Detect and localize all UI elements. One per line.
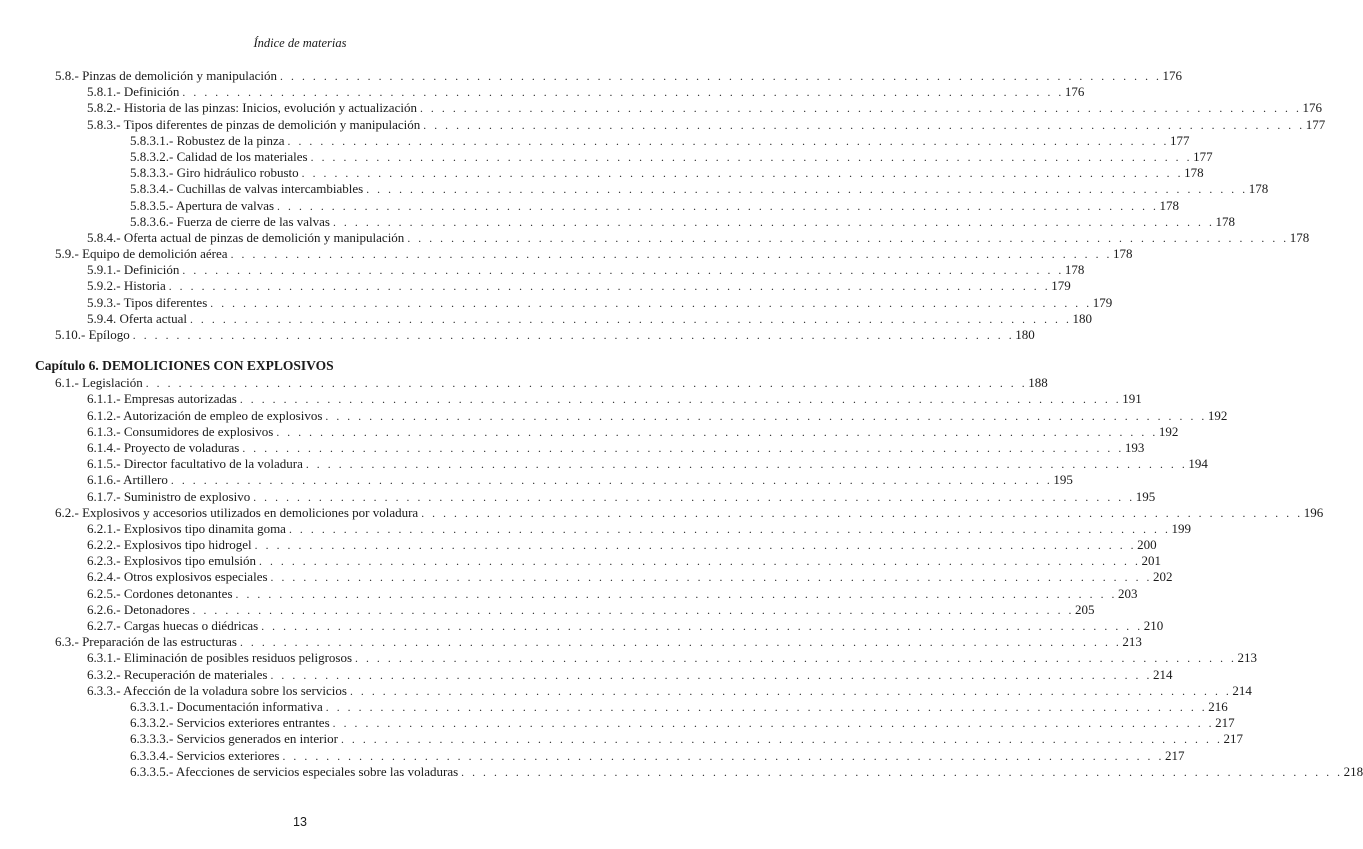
toc-entry-page: 196 [1303, 504, 1324, 520]
toc-entry-page: 176 [1064, 84, 1085, 100]
toc-entry-page: 217 [1164, 747, 1185, 763]
toc-entry-page: 178 [1248, 181, 1269, 197]
toc-entry [0, 407, 1228, 424]
toc-entry [0, 375, 1048, 391]
dot-leader: . . . . . . . . . . . . . . . . . . . . . . . . . . . . . . . . . . . . . . . . . . . . . . . . . . . . . . . . . . . . . . . . . . . . . . . . . . . . . . . . . [310, 151, 1193, 164]
dot-leader: . . . . . . . . . . . . . . . . . . . . . . . . . . . . . . . . . . . . . . . . . . . . . . . . . . . . . . . . . . . . . . . . . . . . . . . . . . . . . . . . . [419, 103, 1302, 116]
toc-entry-page: 192 [1207, 407, 1228, 423]
toc-entry-title: 5.8.3.3.- Giro hidráulico robusto [130, 165, 299, 181]
toc-entry-title: 6.2.1.- Explosivos tipo dinamita goma [87, 520, 286, 536]
toc-entry-title: 6.3.3.5.- Afecciones de servicios especiales sobre las voladuras [130, 763, 459, 779]
toc-entry-page: 195 [1053, 472, 1073, 488]
dot-leader: . . . . . . . . . . . . . . . . . . . . . . . . . . . . . . . . . . . . . . . . . . . . . . . . . . . . . . . . . . . . . . . . . . . . . . . . . . . . . . . . . [210, 297, 1092, 310]
toc-entry-title: 5.9.1.- Definición [87, 262, 180, 278]
toc-entry-page: 179 [1051, 278, 1071, 294]
toc-entry-page: 177 [1170, 132, 1190, 148]
toc-entry-title: 6.1.7.- Suministro de explosivo [87, 488, 251, 504]
toc-entry [0, 310, 1092, 327]
toc-entry [0, 68, 1183, 84]
dot-leader: . . . . . . . . . . . . . . . . . . . . . . . . . . . . . . . . . . . . . . . . . . . . . . . . . . . . . . . . . . . . . . . . . . . . . . . . . . . . . . . . . [254, 540, 1137, 553]
dot-leader: . . . . . . . . . . . . . . . . . . . . . . . . . . . . . . . . . . . . . . . . . . . . . . . . . . . . . . . . . . . . . . . . . . . . . . . . . . . . . . . . . [270, 572, 1153, 585]
toc-entry-page: 205 [1075, 601, 1095, 617]
toc-entry-page: 194 [1188, 456, 1208, 472]
dot-leader: . . . . . . . . . . . . . . . . . . . . . . . . . . . . . . . . . . . . . . . . . . . . . . . . . . . . . . . . . . . . . . . . . . . . . . . . . . . . . . . . . [259, 556, 1141, 569]
toc-entry [0, 84, 1085, 100]
dot-leader: . . . . . . . . . . . . . . . . . . . . . . . . . . . . . . . . . . . . . . . . . . . . . . . . . . . . . . . . . . . . . . . . . . . . . . . . . . . . . . . . . [239, 394, 1122, 407]
toc-entry-page: 180 [1072, 310, 1092, 326]
toc-entry [0, 488, 1156, 505]
toc-entry [0, 715, 1235, 731]
dot-leader: . . . . . . . . . . . . . . . . . . . . . . . . . . . . . . . . . . . . . . . . . . . . . . . . . . . . . . . . . . . . . . . . . . . . . . . . . . . . . . . . . [407, 232, 1289, 245]
toc-entry-page: 178 [1215, 213, 1235, 229]
page-number: 13 [293, 815, 307, 829]
dot-leader: . . . . . . . . . . . . . . . . . . . . . . . . . . . . . . . . . . . . . . . . . . . . . . . . . . . . . . . . . . . . . . . . . . . . . . . . . . . . . . . . . [170, 475, 1053, 488]
toc-entry [0, 472, 1073, 488]
toc-entry-title: 6.3.2.- Recuperación de materiales [87, 666, 268, 682]
toc-entry-page: 214 [1232, 682, 1252, 698]
toc-entry [0, 666, 1173, 683]
toc-entry-page: 193 [1124, 439, 1145, 455]
dot-leader: . . . . . . . . . . . . . . . . . . . . . . . . . . . . . . . . . . . . . . . . . . . . . . . . . . . . . . . . . . . . . . . . . . . . . . . . . . . . . . . . . [461, 766, 1343, 779]
toc-entry-page: 176 [1162, 68, 1183, 83]
dot-leader: . . . . . . . . . . . . . . . . . . . . . . . . . . . . . . . . . . . . . . . . . . . . . . . . . . . . . . . . . . . . . . . . . . . . . . . . . . . . . . . . . [132, 330, 1015, 342]
toc-entry [0, 116, 1326, 133]
toc-entry-title: 6.2.3.- Explosivos tipo emulsión [87, 553, 256, 569]
toc-entry-page: 176 [1302, 100, 1322, 116]
toc-entry [0, 148, 1213, 165]
toc-entry [0, 763, 1363, 780]
dot-leader: . . . . . . . . . . . . . . . . . . . . . . . . . . . . . . . . . . . . . . . . . . . . . . . . . . . . . . . . . . . . . . . . . . . . . . . . . . . . . . . . . [349, 685, 1232, 698]
toc-entry-title: 5.9.2.- Historia [87, 278, 166, 294]
toc-entry [0, 262, 1085, 278]
toc-entry-title: 6.2.6.- Detonadores [87, 601, 190, 617]
toc-entry-page: 178 [1184, 165, 1204, 181]
dot-leader: . . . . . . . . . . . . . . . . . . . . . . . . . . . . . . . . . . . . . . . . . . . . . . . . . . . . . . . . . . . . . . . . . . . . . . . . . . . . . . . . . [276, 426, 1158, 439]
dot-leader: . . . . . . . . . . . . . . . . . . . . . . . . . . . . . . . . . . . . . . . . . . . . . . . . . . . . . . . . . . . . . . . . . . . . . . . . . . . . . . . . . [280, 71, 1162, 83]
dot-leader: . . . . . . . . . . . . . . . . . . . . . . . . . . . . . . . . . . . . . . . . . . . . . . . . . . . . . . . . . . . . . . . . . . . . . . . . . . . . . . . . . [282, 750, 1164, 763]
dot-leader: . . . . . . . . . . . . . . . . . . . . . . . . . . . . . . . . . . . . . . . . . . . . . . . . . . . . . . . . . . . . . . . . . . . . . . . . . . . . . . . . . [239, 637, 1122, 650]
dot-leader: . . . . . . . . . . . . . . . . . . . . . . . . . . . . . . . . . . . . . . . . . . . . . . . . . . . . . . . . . . . . . . . . . . . . . . . . . . . . . . . . . [270, 669, 1152, 682]
toc-entry-title: 5.8.3.- Tipos diferentes de pinzas de demolición y manipulación [87, 116, 421, 132]
toc-entry [0, 165, 1204, 181]
toc-entry-page: 213 [1122, 634, 1142, 650]
toc-entry [0, 553, 1161, 569]
toc-entry-page: 178 [1289, 229, 1310, 245]
toc-entry-title: 6.3.3.4.- Servicios exteriores [130, 747, 280, 763]
toc-entry-title: 5.8.4.- Oferta actual de pinzas de demolición y manipulación [87, 229, 405, 245]
toc-entry [0, 698, 1228, 715]
toc-entry [0, 132, 1190, 149]
toc-entry-page: 210 [1143, 618, 1164, 633]
toc-entry-title: 5.8.1.- Definición [87, 84, 180, 100]
toc-entry-page: 192 [1158, 423, 1179, 439]
dot-leader: . . . . . . . . . . . . . . . . . . . . . . . . . . . . . . . . . . . . . . . . . . . . . . . . . . . . . . . . . . . . . . . . . . . . . . . . . . . . . . . . . [366, 184, 1248, 197]
toc-entry-title: 5.8.3.2.- Calidad de los materiales [130, 148, 308, 164]
dot-leader: . . . . . . . . . . . . . . . . . . . . . . . . . . . . . . . . . . . . . . . . . . . . . . . . . . . . . . . . . . . . . . . . . . . . . . . . . . . . . . . . . [145, 378, 1028, 391]
toc-entry-title: 6.2.2.- Explosivos tipo hidrogel [87, 537, 252, 553]
dot-leader: . . . . . . . . . . . . . . . . . . . . . . . . . . . . . . . . . . . . . . . . . . . . . . . . . . . . . . . . . . . . . . . . . . . . . . . . . . . . . . . . . [230, 249, 1113, 262]
toc-entry-title: 5.8.3.4.- Cuchillas de valvas intercambiables [130, 181, 364, 197]
toc-entry-page: 214 [1152, 666, 1173, 682]
toc-entry-title: 5.8.3.5.- Apertura de valvas [130, 197, 275, 213]
toc-entry [0, 731, 1243, 747]
dot-leader: . . . . . . . . . . . . . . . . . . . . . . . . . . . . . . . . . . . . . . . . . . . . . . . . . . . . . . . . . . . . . . . . . . . . . . . . . . . . . . . . . [421, 507, 1303, 520]
toc-entry [0, 682, 1252, 699]
toc-entry [0, 585, 1138, 602]
toc-entry [0, 456, 1208, 472]
toc-entry-title: 6.1.2.- Autorización de empleo de explosivos [87, 407, 323, 423]
dot-leader: . . . . . . . . . . . . . . . . . . . . . . . . . . . . . . . . . . . . . . . . . . . . . . . . . . . . . . . . . . . . . . . . . . . . . . . . . . . . . . . . . [261, 621, 1143, 633]
toc-entry-title: 6.1.5.- Director facultativo de la voladura [87, 456, 303, 472]
toc-entry-page: 213 [1237, 650, 1258, 666]
dot-leader: . . . . . . . . . . . . . . . . . . . . . . . . . . . . . . . . . . . . . . . . . . . . . . . . . . . . . . . . . . . . . . . . . . . . . . . . . . . . . . . . . [182, 265, 1064, 278]
toc-entry [0, 569, 1173, 585]
toc-entry [0, 504, 1324, 521]
toc-entry-title: 6.3.3.3.- Servicios generados en interior [130, 731, 338, 747]
toc-entry [0, 439, 1145, 456]
toc-entry-title: 6.1.3.- Consumidores de explosivos [87, 423, 274, 439]
toc-entry-page: 180 [1015, 327, 1035, 342]
toc-entry-page: 178 [1113, 246, 1133, 262]
dot-leader: . . . . . . . . . . . . . . . . . . . . . . . . . . . . . . . . . . . . . . . . . . . . . . . . . . . . . . . . . . . . . . . . . . . . . . . . . . . . . . . . . [423, 119, 1305, 132]
table-of-contents [0, 68, 1363, 780]
toc-entry-page: 177 [1305, 116, 1326, 132]
toc-entry [0, 100, 1322, 116]
toc-entry-title: 6.3.3.- Afección de la voladura sobre los servicios [87, 682, 347, 698]
dot-leader: . . . . . . . . . . . . . . . . . . . . . . . . . . . . . . . . . . . . . . . . . . . . . . . . . . . . . . . . . . . . . . . . . . . . . . . . . . . . . . . . . [340, 734, 1223, 747]
dot-leader: . . . . . . . . . . . . . . . . . . . . . . . . . . . . . . . . . . . . . . . . . . . . . . . . . . . . . . . . . . . . . . . . . . . . . . . . . . . . . . . . . [332, 718, 1215, 731]
toc-entry-title: 6.3.3.2.- Servicios exteriores entrantes [130, 715, 330, 731]
dot-leader: . . . . . . . . . . . . . . . . . . . . . . . . . . . . . . . . . . . . . . . . . . . . . . . . . . . . . . . . . . . . . . . . . . . . . . . . . . . . . . . . . [288, 523, 1171, 536]
toc-entry [0, 278, 1071, 294]
toc-entry-title: 6.2.4.- Otros explosivos especiales [87, 569, 268, 585]
toc-entry-title: 5.9.3.- Tipos diferentes [87, 294, 208, 310]
toc-entry [0, 650, 1258, 666]
toc-entry-title: 6.1.1.- Empresas autorizadas [87, 391, 237, 407]
toc-entry-title: 6.2.- Explosivos y accesorios utilizados en demoliciones por voladura [55, 504, 419, 520]
toc-entry-page: 218 [1343, 763, 1363, 779]
toc-entry-title: 6.2.7.- Cargas huecas o diédricas [87, 618, 259, 633]
toc-entry [0, 181, 1269, 197]
toc-entry [0, 294, 1113, 311]
toc-entry-page: 199 [1171, 520, 1191, 536]
toc-entry-title: 5.8.3.1.- Robustez de la pinza [130, 132, 285, 148]
dot-leader: . . . . . . . . . . . . . . . . . . . . . . . . . . . . . . . . . . . . . . . . . . . . . . . . . . . . . . . . . . . . . . . . . . . . . . . . . . . . . . . . . [305, 459, 1188, 472]
dot-leader: . . . . . . . . . . . . . . . . . . . . . . . . . . . . . . . . . . . . . . . . . . . . . . . . . . . . . . . . . . . . . . . . . . . . . . . . . . . . . . . . . [182, 87, 1064, 100]
toc-entry-title: 5.8.3.6.- Fuerza de cierre de las valvas [130, 213, 330, 229]
toc-entry [0, 520, 1191, 537]
toc-entry [0, 747, 1185, 764]
toc-entry-page: 217 [1215, 715, 1235, 731]
toc-entry-page: 179 [1092, 294, 1113, 310]
dot-leader: . . . . . . . . . . . . . . . . . . . . . . . . . . . . . . . . . . . . . . . . . . . . . . . . . . . . . . . . . . . . . . . . . . . . . . . . . . . . . . . . . [332, 216, 1215, 229]
dot-leader: . . . . . . . . . . . . . . . . . . . . . . . . . . . . . . . . . . . . . . . . . . . . . . . . . . . . . . . . . . . . . . . . . . . . . . . . . . . . . . . . . [189, 313, 1072, 326]
toc-entry-title: 6.3.- Preparación de las estructuras [55, 634, 237, 650]
dot-leader: . . . . . . . . . . . . . . . . . . . . . . . . . . . . . . . . . . . . . . . . . . . . . . . . . . . . . . . . . . . . . . . . . . . . . . . . . . . . . . . . . [192, 604, 1075, 617]
toc-entry [0, 391, 1142, 407]
toc-entry [0, 229, 1310, 246]
toc-entry-title: 6.1.6.- Artillero [87, 472, 168, 488]
toc-entry-page: 191 [1122, 391, 1142, 407]
toc-entry-page: 178 [1064, 262, 1085, 278]
toc-entry-title: 5.8.2.- Historia de las pinzas: Inicios, evolución y actualización [87, 100, 417, 116]
toc-entry-page: 200 [1137, 537, 1157, 553]
toc-entry-title: 6.2.5.- Cordones detonantes [87, 585, 233, 601]
toc-entry-title: 6.3.1.- Eliminación de posibles residuos peligrosos [87, 650, 353, 666]
toc-entry-page: 201 [1141, 553, 1161, 569]
toc-entry-page: 203 [1118, 585, 1138, 601]
dot-leader: . . . . . . . . . . . . . . . . . . . . . . . . . . . . . . . . . . . . . . . . . . . . . . . . . . . . . . . . . . . . . . . . . . . . . . . . . . . . . . . . . [355, 653, 1237, 666]
running-head: Índice de materias [253, 36, 347, 50]
toc-entry-page: 177 [1193, 148, 1213, 164]
toc-entry-page: 202 [1153, 569, 1173, 585]
dot-leader: . . . . . . . . . . . . . . . . . . . . . . . . . . . . . . . . . . . . . . . . . . . . . . . . . . . . . . . . . . . . . . . . . . . . . . . . . . . . . . . . . [253, 491, 1135, 504]
dot-leader: . . . . . . . . . . . . . . . . . . . . . . . . . . . . . . . . . . . . . . . . . . . . . . . . . . . . . . . . . . . . . . . . . . . . . . . . . . . . . . . . . [277, 200, 1159, 213]
dot-leader: . . . . . . . . . . . . . . . . . . . . . . . . . . . . . . . . . . . . . . . . . . . . . . . . . . . . . . . . . . . . . . . . . . . . . . . . . . . . . . . . . [325, 410, 1207, 423]
toc-entry [0, 423, 1179, 440]
toc-entry-title: 5.9.4. Oferta actual [87, 310, 187, 326]
dot-leader: . . . . . . . . . . . . . . . . . . . . . . . . . . . . . . . . . . . . . . . . . . . . . . . . . . . . . . . . . . . . . . . . . . . . . . . . . . . . . . . . . [242, 442, 1124, 455]
toc-entry [0, 213, 1235, 230]
dot-leader: . . . . . . . . . . . . . . . . . . . . . . . . . . . . . . . . . . . . . . . . . . . . . . . . . . . . . . . . . . . . . . . . . . . . . . . . . . . . . . . . . [301, 168, 1184, 181]
dot-leader: . . . . . . . . . . . . . . . . . . . . . . . . . . . . . . . . . . . . . . . . . . . . . . . . . . . . . . . . . . . . . . . . . . . . . . . . . . . . . . . . . [168, 281, 1051, 294]
toc-entry [0, 537, 1157, 553]
toc-entry-title: 5.10.- Epílogo [55, 327, 130, 342]
chapter-heading: Capítulo 6. DEMOLICIONES CON EXPLOSIVOS [35, 358, 334, 374]
toc-entry [0, 618, 1164, 634]
toc-entry-page: 216 [1208, 698, 1228, 714]
toc-entry [0, 601, 1095, 618]
dot-leader: . . . . . . . . . . . . . . . . . . . . . . . . . . . . . . . . . . . . . . . . . . . . . . . . . . . . . . . . . . . . . . . . . . . . . . . . . . . . . . . . . [287, 135, 1169, 148]
dot-leader: . . . . . . . . . . . . . . . . . . . . . . . . . . . . . . . . . . . . . . . . . . . . . . . . . . . . . . . . . . . . . . . . . . . . . . . . . . . . . . . . . [325, 701, 1208, 714]
toc-entry-page: 178 [1159, 197, 1180, 213]
toc-entry-page: 217 [1223, 731, 1243, 747]
toc-entry-title: 6.3.3.1.- Documentación informativa [130, 698, 323, 714]
toc-entry-title: 6.1.- Legislación [55, 375, 143, 391]
toc-entry [0, 246, 1133, 262]
toc-entry-page: 188 [1028, 375, 1048, 391]
toc-entry-page: 195 [1135, 488, 1156, 504]
toc-entry-title: 5.8.- Pinzas de demolición y manipulación [55, 68, 278, 83]
toc-entry-title: 6.1.4.- Proyecto de voladuras [87, 439, 240, 455]
dot-leader: . . . . . . . . . . . . . . . . . . . . . . . . . . . . . . . . . . . . . . . . . . . . . . . . . . . . . . . . . . . . . . . . . . . . . . . . . . . . . . . . . [235, 588, 1117, 601]
toc-entry [0, 197, 1180, 214]
toc-entry-title: 5.9.- Equipo de demolición aérea [55, 246, 228, 262]
toc-entry [0, 634, 1142, 650]
toc-entry [0, 327, 1035, 343]
